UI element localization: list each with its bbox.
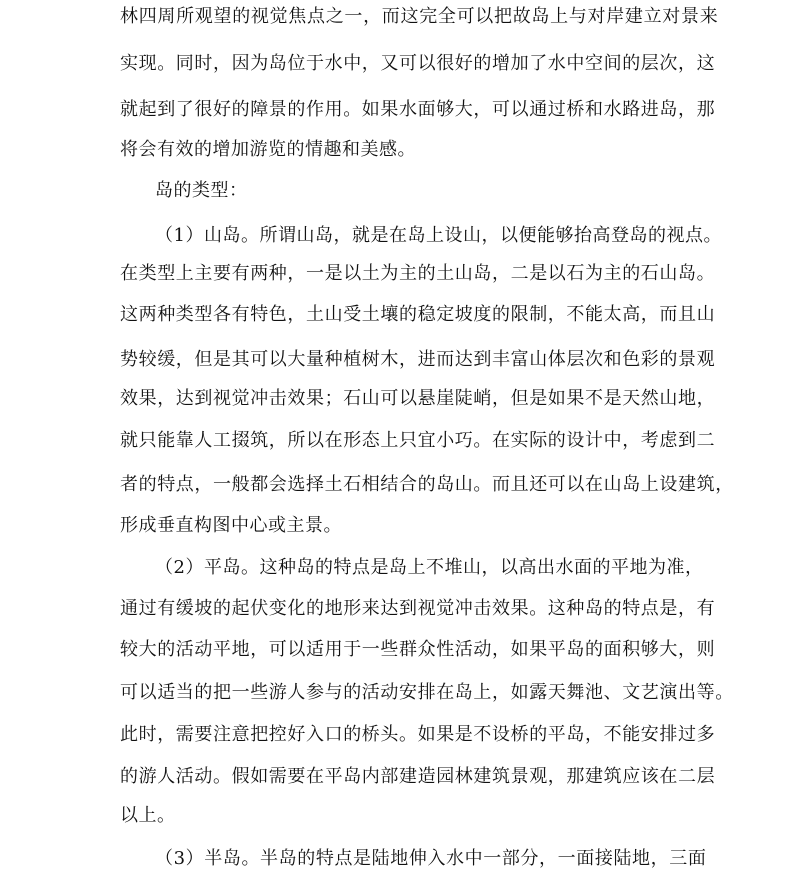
text-line: （2）平岛。这种岛的特点是岛上不堆山，以高出水面的平地为准， [155, 557, 704, 578]
text-line: 就只能靠人工掇筑，所以在形态上只宜小巧。在实际的设计中，考虑到二 [120, 430, 716, 451]
text-line: （3）半岛。半岛的特点是陆地伸入水中一部分，一面接陆地，三面 [155, 848, 707, 869]
text-line: 可以适当的把一些游人参与的活动安排在岛上，如露天舞池、文艺演出等。 [120, 682, 734, 703]
text-line: 势较缓，但是其可以大量种植树木，进而达到丰富山体层次和色彩的景观 [120, 349, 716, 370]
text-line: 将会有效的增加游览的情趣和美感。 [120, 139, 416, 160]
section-heading: 岛的类型： [155, 180, 248, 201]
text-line: 效果，达到视觉冲击效果；石山可以悬崖陡峭，但是如果不是天然山地， [120, 388, 716, 409]
text-line: 通过有缓坡的起伏变化的地形来达到视觉冲击效果。这种岛的特点是，有 [120, 598, 716, 619]
text-line: 的游人活动。假如需要在平岛内部建造园林建筑景观，那建筑应该在二层 [120, 766, 716, 787]
text-line: 者的特点，一般都会选择土石相结合的岛山。而且还可以在山岛上设建筑， [120, 474, 734, 495]
text-line: 此时，需要注意把控好入口的桥头。如果是不设桥的平岛，不能安排过多 [120, 724, 716, 745]
text-line: （1）山岛。所谓山岛，就是在岛上设山，以便能够抬高登岛的视点。 [155, 225, 722, 246]
text-line: 以上。 [120, 805, 176, 826]
text-line: 较大的活动平地，可以适用于一些群众性活动，如果平岛的面积够大，则 [120, 639, 716, 660]
text-line: 林四周所观望的视觉焦点之一，而这完全可以把故岛上与对岸建立对景来 [120, 6, 719, 27]
text-line: 形成垂直构图中心或主景。 [120, 515, 342, 536]
text-line: 就起到了很好的障景的作用。如果水面够大，可以通过桥和水路进岛，那 [120, 99, 716, 120]
text-line: 这两种类型各有特色，土山受土壤的稳定坡度的限制，不能太高，而且山 [120, 304, 716, 325]
text-line: 在类型上主要有两种，一是以土为主的土山岛，二是以石为主的石山岛。 [120, 263, 716, 284]
text-line: 实现。同时，因为岛位于水中，又可以很好的增加了水中空间的层次，这 [120, 53, 716, 74]
